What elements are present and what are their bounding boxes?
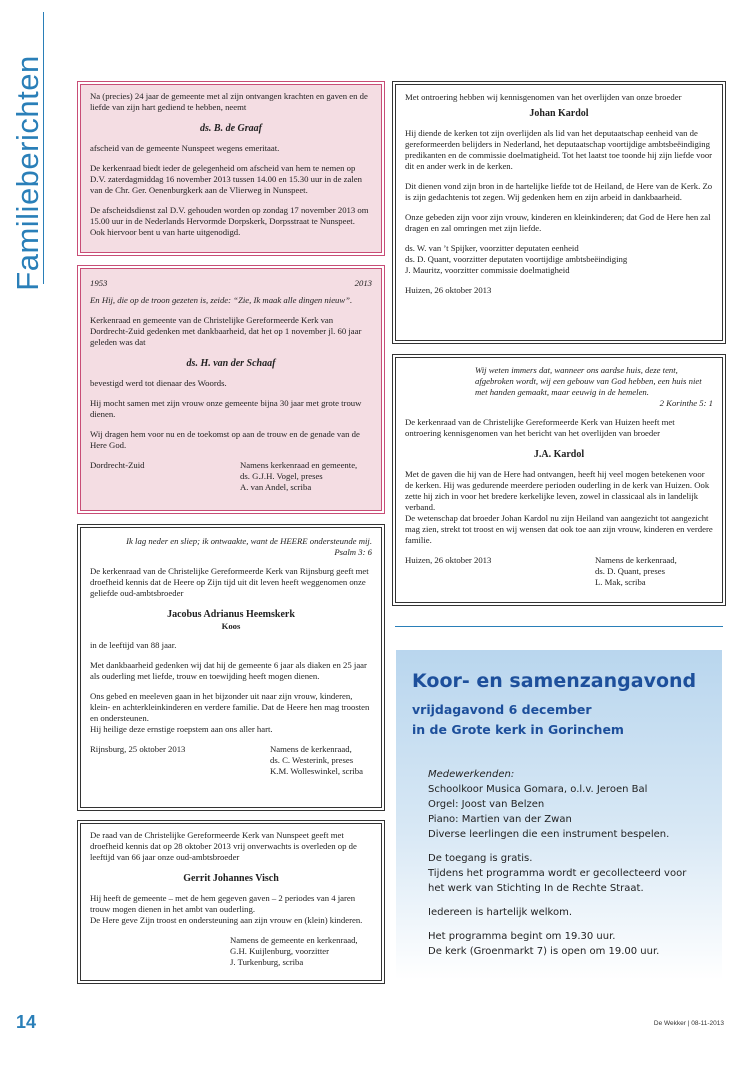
footer-publication: De Wekker | 08-11-2013 (653, 1020, 724, 1027)
event-title: Koor- en samenzangavond (412, 670, 697, 692)
notice-intro: De kerkenraad van de Christelijke Gereformeerde Kerk van Huizen heeft met ontroering kennisgenomen van het bericht van het overlijden van broeder (405, 417, 675, 438)
collection-info: het werk van Stichting In de Rechte Straat. (428, 883, 644, 894)
place: Rijnsburg, 25 oktober 2013 (90, 744, 186, 754)
notice-name: Gerrit Johannes Visch (183, 873, 279, 884)
notice-text: Dit dienen vond zijn bron in de hartelijke liefde tot de Heiland, de Here van de Kerk. Zo is zijn gedachtenis tot zegen. Wij gedenken hem en zijn arbeid in dankbaarheid. (405, 181, 713, 202)
notice-text: De raad van de Christelijke Gereformeerde Kerk van Nunspeet geeft met droefheid kennis dat op 28 oktober 2013 vrij onverwachts is overleden op de leeftijd van 66 jaar onze oud-ambtsbroeder (90, 830, 357, 862)
notice-text: Kerkenraad en gemeente van de Christelijke Gereformeerde Kerk van Dordrecht-Zuid gedenken met dankbaarheid, dat het op 1 november jl. 60 jaar geleden was dat (90, 315, 362, 347)
scripture-quote (90, 536, 372, 558)
signature-line: A. van Andel, scriba (240, 482, 312, 492)
signature-block (90, 460, 372, 493)
contributor: Piano: Martien van der Zwan (428, 814, 572, 825)
notice-text: De kerkenraad biedt ieder de gelegenheid om afscheid van hem te nemen op D.V. zaterdagmiddag 16 november 2013 tussen 14.00 en 15.30 uur in de zalen van de Chr. Ger. Oenenburgkerk aan de Vlierweg in Nunspeet. (90, 163, 362, 195)
notice-nickname: Koos (221, 621, 241, 631)
signature-line: Namens de kerkenraad, (595, 555, 677, 565)
notice-text: Met dankbaarheid gedenken wij dat hij de gemeente 6 jaar als diaken en 25 jaar als ouderling met liefde, trouw en toewijding heeft mogen dienen. (90, 660, 367, 681)
signature-line: Namens kerkenraad en gemeente, (240, 460, 358, 470)
quote-text: Ik lag neder en sliep; ik ontwaakte, want de HEERE ondersteunde mij. (126, 536, 372, 546)
notice-name: ds. H. van der Schaaf (186, 358, 276, 369)
notice-text: afscheid van de gemeente Nunspeet wegens emeritaat. (90, 143, 280, 153)
open-time: De kerk (Groenmarkt 7) is open om 19.00 uur. (428, 946, 660, 957)
signature-line: Namens de gemeente en kerkenraad, (230, 935, 358, 945)
signature-line: J. Mauritz, voorzitter commissie doelmatigheid (405, 265, 570, 275)
notice-van-der-schaaf (80, 268, 382, 511)
contributors-label: Medewerkenden: (428, 769, 515, 780)
signature-line: ds. C. Westerink, preses (270, 755, 354, 765)
notice-text: De afscheidsdienst zal D.V. gehouden worden op zondag 17 november 2013 om 15.00 uur in de Nederlands Hervormde Dorpskerk, Dorpsstraat te Nunspeet. Ook hiervoor bent u van harte uitgenodigd. (90, 205, 369, 237)
notice-text: in de leeftijd van 88 jaar. (90, 640, 177, 650)
signature-line: G.H. Kuijlenburg, voorzitter (230, 946, 330, 956)
signature-line: ds. W. van ’t Spijker, voorzitter deputaten eenheid (405, 243, 579, 253)
notice-text: De kerkenraad van de Christelijke Gereformeerde Kerk van Rijnsburg geeft met droefheid kennis dat de Heere op Zijn tijd uit dit leven heeft weggenomen onze geliefde oud-ambtsbroeder (90, 566, 369, 598)
signature-line: J. Turkenburg, scriba (230, 957, 304, 967)
notice-ja-kardol (395, 357, 723, 603)
notice-name: J.A. Kardol (533, 449, 585, 460)
event-location: in de Grote kerk in Gorinchem (412, 722, 624, 737)
welcome-text: Iedereen is hartelijk welkom. (428, 907, 573, 918)
divider (395, 626, 723, 627)
quote: En Hij, die op de troon gezeten is, zeide: “Zie, Ik maak alle dingen nieuw”. (90, 295, 353, 305)
quote-reference: 2 Korinthe 5: 1 (659, 398, 713, 408)
quote-reference: Psalm 3: 6 (334, 547, 372, 557)
signature-line: ds. G.J.H. Vogel, preses (240, 471, 323, 481)
notice-heemskerk (80, 527, 382, 808)
signature-line: Namens de kerkenraad, (270, 744, 352, 754)
years (90, 278, 372, 289)
contributor: Schoolkoor Musica Gomara, o.l.v. Jeroen Bal (428, 784, 648, 795)
notice-visch (80, 823, 382, 981)
notice-text: bevestigd werd tot dienaar des Woords. (90, 378, 227, 388)
notice-text: De Here geve Zijn troost en ondersteuning aan zijn vrouw en (klein) kinderen. (90, 915, 363, 925)
notice-intro: Na (precies) 24 jaar de gemeente met al zijn ontvangen krachten en gaven en de liefde van zijn hart gediend te hebben, neemt (90, 91, 368, 112)
place: Dordrecht-Zuid (90, 460, 145, 470)
signature-line: ds. D. Quant, voorzitter deputaten voortijdige ambtsbeëindiging (405, 254, 628, 264)
start-time: Het programma begint om 19.30 uur. (428, 931, 616, 942)
signature-block (90, 744, 372, 777)
year-end: 2013 (354, 278, 372, 288)
entry-info: De toegang is gratis. (428, 853, 533, 864)
signature-line: L. Mak, scriba (595, 577, 646, 587)
notice-text: Ons gebed en meeleven gaan in het bijzonder uit naar zijn vrouw, kinderen, klein- en achterkleinkinderen en verdere familie. Dat de Heere hen mag troosten en ondersteunen. (90, 691, 370, 723)
place: Huizen, 26 oktober 2013 (405, 555, 492, 565)
event-advertisement (396, 650, 722, 980)
notice-text: Met de gaven die hij van de Here had ontvangen, heeft hij veel mogen betekenen voor de kerken. Hij was gedurende meerdere perioden ouderling in de kerk van Huizen. Ook zette hij zich in voor het bredere kerkelijke leven, zowel in classicaal als in landelijk verband. (405, 469, 710, 512)
page-number: 14 (16, 1012, 37, 1032)
event-details (412, 700, 624, 740)
year-start: 1953 (90, 278, 108, 288)
notice-text: Wij dragen hem voor nu en de toekomst op aan de trouw en de genade van de Here God. (90, 429, 360, 450)
section-title: Familieberichten (10, 55, 45, 291)
contributor: Diverse leerlingen die een instrument bespelen. (428, 829, 670, 840)
notice-name: ds. B. de Graaf (200, 123, 262, 134)
notice-text: Hij heilige deze ernstige roepstem aan ons aller hart. (90, 724, 273, 734)
quote-text: Wij weten immers dat, wanneer ons aardse huis, deze tent, afgebroken wordt, wij een gebouw van God hebben, een huis niet met handen gemaakt, maar eeuwig in de hemelen. (475, 365, 702, 397)
signature-block (90, 935, 372, 968)
notice-text: De wetenschap dat broeder Johan Kardol nu zijn Heiland van aangezicht tot aangezicht mag zien, strekt tot troost en wij wensen dat ook toe aan zijn vrouw, kinderen en verdere familie. (405, 513, 713, 545)
signature-line: K.M. Wolleswinkel, scriba (270, 766, 363, 776)
notice-intro: Met ontroering hebben wij kennisgenomen van het overlijden van onze broeder (405, 92, 682, 102)
place: Huizen, 26 oktober 2013 (405, 285, 492, 295)
event-date: vrijdagavond 6 december (412, 702, 592, 717)
notice-johan-kardol (395, 84, 723, 341)
collection-info: Tijdens het programma wordt er gecollecteerd voor (428, 868, 687, 879)
scripture-quote (475, 365, 713, 409)
notice-text: Hij diende de kerken tot zijn overlijden als lid van het deputaatschap eenheid van de gereformeerden belijders in Nederland, het deputaatschap voortijdige ambtsbeëindiging predikanten en de commissie doelmatigheid. Tot het laatst toe toonde hij zijn liefde voor dit en ander werk in de kerken. (405, 128, 713, 171)
signature-line: ds. D. Quant, preses (595, 566, 665, 576)
notice-text: Hij heeft de gemeente – met de hem gegeven gaven – 2 periodes van 4 jaren trouw mogen dienen in het ambt van ouderling. (90, 893, 356, 914)
notice-name: Johan Kardol (529, 108, 589, 119)
event-body (428, 767, 686, 959)
signature-block (405, 555, 713, 588)
notice-de-graaf (80, 84, 382, 253)
notice-name: Jacobus Adrianus Heemskerk (167, 609, 295, 620)
notice-text: Onze gebeden zijn voor zijn vrouw, kinderen en kleinkinderen; dat God de Here hen zal dragen en zal omringen met zijn liefde. (405, 212, 711, 233)
contributor: Orgel: Joost van Belzen (428, 799, 545, 810)
notice-text: Hij mocht samen met zijn vrouw onze gemeente bijna 30 jaar met grote trouw dienen. (90, 398, 362, 419)
